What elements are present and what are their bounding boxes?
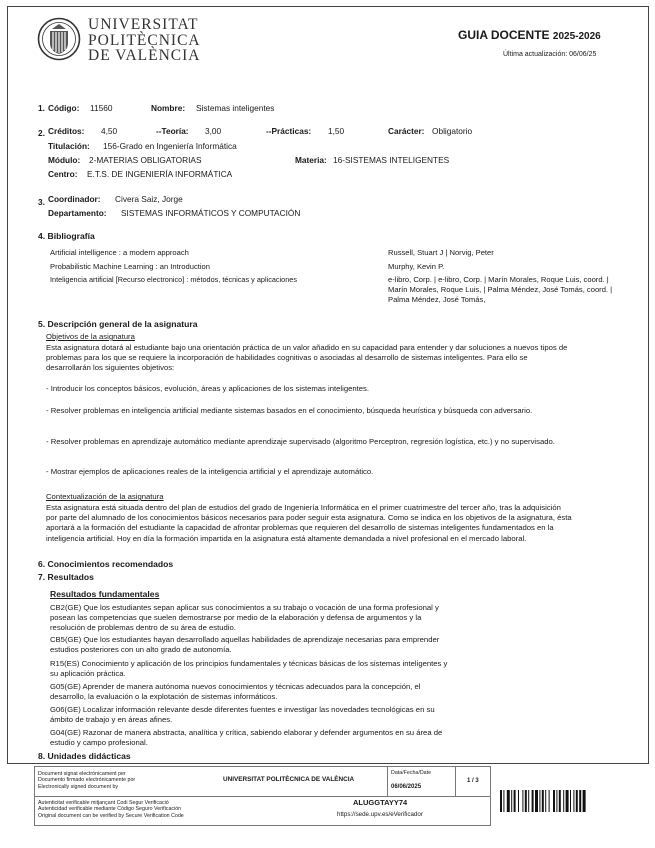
footer-date-label: Data/Fecha/Date — [391, 770, 432, 776]
signature-notes — [38, 771, 208, 790]
resultado-item: G05(GE) Aprender de manera autónoma nuevos conocimientos y técnicas adecuados para la concepción, el desarrollo, la evaluación o la explotación de sistemas informáticos. — [50, 682, 421, 702]
departamento-label: Departamento: — [48, 208, 107, 218]
verification-note: Autenticitat verificable mitjançant Codi Segur Verificació — [38, 800, 169, 806]
barcode-bar — [579, 790, 581, 812]
resultados-subheading: Resultados fundamentales — [50, 589, 160, 599]
barcode-bar — [539, 790, 540, 812]
university-line: DE VALÈNCIA — [88, 47, 201, 64]
footer-vdivider — [387, 767, 388, 796]
practicas-label: --Prácticas: — [266, 126, 312, 136]
barcode-bar — [559, 790, 561, 812]
creditos-label: Créditos: — [48, 126, 85, 136]
s1-number: 1. — [38, 103, 45, 113]
conocimientos-heading: 6. Conocimientos recomendados — [38, 559, 174, 569]
barcode-bar — [549, 790, 550, 812]
barcode-bar — [556, 790, 557, 812]
caracter-value: Obligatorio — [432, 126, 473, 136]
barcode-bar — [525, 790, 527, 812]
barcode-bar — [503, 790, 504, 812]
materia-value: 16-SISTEMAS INTELIGENTES — [333, 155, 450, 165]
teoria-value: 3,00 — [205, 126, 222, 136]
description-heading: 5. Descripción general de la asignatura — [38, 319, 198, 329]
centro-label: Centro: — [48, 169, 78, 179]
barcode-bar — [514, 790, 516, 812]
titulacion-value: 156-Grado en Ingeniería Informática — [103, 141, 237, 151]
unidades-heading: 8. Unidades didácticas — [38, 751, 131, 761]
university-logo — [37, 17, 81, 61]
barcode-bar — [553, 790, 555, 812]
barcode-bar — [532, 790, 534, 812]
resultado-item: CB2(GE) Que los estudiantes sepan aplicar sus conocimientos a su trabajo o vocación de una forma profesional y posean las competencias que suelen demostrarse por medio de la elaboración y defensa de argumentos y la resolución de problemas dentro de su área de estudio. — [50, 603, 439, 633]
footer-vdivider — [455, 767, 456, 796]
objetivo-item: - Mostrar ejemplos de aplicaciones reales de la inteligencia artificial y el aprendizaje automático. — [46, 467, 374, 476]
university-name — [88, 17, 201, 64]
footer-org: UNIVERSITAT POLITÈCNICA DE VALÈNCIA — [223, 776, 355, 783]
barcode-bar — [545, 790, 546, 812]
s3-number: 3. — [38, 197, 45, 207]
barcode-bar — [500, 790, 502, 812]
modulo-label: Módulo: — [48, 155, 81, 165]
bib-author: e-libro, Corp. | e-libro, Corp. | Marín Morales, Roque Luis, coord. | Marín Morales, Roque Luis, | Palma Méndez, José Tomás, coord. | Palma Méndez, José Tomás, — [388, 275, 613, 305]
resultado-item: R15(ES) Conocimiento y aplicación de los principios fundamentales y técnicas básicas de los sistemas inteligentes y su aplicación práctica. — [50, 659, 448, 679]
doc-title: GUIA DOCENTE — [458, 28, 550, 42]
centro-value: E.T.S. DE INGENIERÍA INFORMÁTICA — [87, 169, 233, 179]
barcode-bar — [522, 790, 523, 812]
barcode-bar — [566, 790, 569, 812]
bib-author: Murphy, Kevin P. — [388, 262, 445, 271]
verification-notes — [38, 800, 228, 819]
verification-code: ALUGGTAYY74 — [353, 798, 408, 807]
coordinador-value: Civera Saiz, Jorge — [115, 194, 183, 204]
bib-title: Inteligencia artificial [Recurso electronico] : métodos, técnicas y aplicaciones — [50, 275, 297, 284]
teoria-label: --Teoría: — [156, 126, 189, 136]
barcode-bar — [528, 790, 529, 812]
barcode-bar — [511, 790, 512, 812]
verification-note: Autenticidad verificable mediante Código Seguro Verificación — [38, 806, 182, 813]
contexto-text: Esta asignatura está situada dentro del plan de estudios del grado de Ingeniería Informática en el primer cuatrimestre del tercer año, tras la adquisición por parte del alumnado de los conocimientos básicos necesarios para poder seguir esta asignatura. Como se indica en los objetivos de la asignatura, ésta aportará a la formación del estudiante la capacidad de afrontar problemas que requieren del desarrollo de sistemas inteligentes fundamentados en la inteligencia artificial. Hoy en día la formación impartida en la asignatura está altamente demandada a nivel profesional en el mercado laboral. — [46, 503, 572, 543]
barcode-bar — [570, 790, 571, 812]
barcode-bar — [507, 790, 510, 812]
caracter-label: Carácter: — [388, 126, 425, 136]
barcode-bar — [535, 790, 538, 812]
university-line: UNIVERSITAT — [88, 16, 199, 33]
verification-url: https://sede.upv.es/eVerificador — [337, 811, 423, 818]
academic-year: 2025-2026 — [552, 31, 601, 42]
footer-date: 06/06/2025 — [391, 784, 422, 790]
bib-author: Russell, Stuart J | Norvig, Peter — [388, 248, 494, 257]
s2-number: 2. — [38, 128, 45, 138]
university-line: POLITÈCNICA — [88, 31, 201, 49]
objetivos-intro: Esta asignatura dotará al estudiante bajo una orientación práctica de un valor añadido en su capacidad para entender y dar soluciones a nuevos tipos de problemas para los que se requiere la incorporación de habilidades cognitivas o asociadas al desarrollo de sistemas inteligentes. Para ello se desarrollarán los siguientes objetivos: — [46, 343, 568, 373]
last-update: Última actualización: 06/06/25 — [503, 51, 597, 58]
doc-title-block — [458, 28, 601, 42]
barcode-bar — [563, 790, 564, 812]
resultado-item: CB5(GE) Que los estudiantes hayan desarrollado aquellas habilidades de aprendizaje necesarias para emprender estudios posteriores con un alto grado de autonomía. — [50, 635, 440, 655]
objetivo-item: - Resolver problemas en inteligencia artificial mediante sistemas basados en el conocimiento, búsqueda heurística y búsqueda con adversario. — [46, 406, 533, 415]
barcode-bar — [576, 790, 578, 812]
resultado-item: G04(GE) Razonar de manera abstracta, analítica y crítica, sabiendo elaborar y defender argumentos en su área de estudio y campo profesional. — [50, 728, 443, 748]
objetivo-item: - Introducir los conceptos básicos, evolución, áreas y aplicaciones de los sistemas inteligentes. — [46, 384, 370, 393]
titulacion-label: Titulación: — [48, 141, 90, 151]
objetivo-item: - Resolver problemas en aprendizaje automático mediante aprendizaje supervisado (algoritmo Perceptron, regresión logística, etc.) y no supervisado. — [46, 437, 555, 446]
barcode-bar — [573, 790, 574, 812]
codigo-label: Código: — [48, 103, 80, 113]
nombre-label: Nombre: — [151, 103, 186, 113]
departamento-value: SISTEMAS INFORMÁTICOS Y COMPUTACIÓN — [121, 208, 301, 218]
materia-label: Materia: — [295, 155, 327, 165]
coordinador-label: Coordinador: — [48, 194, 101, 204]
bib-title: Artificial intelligence : a modern approach — [50, 248, 189, 257]
footer-page: 1 / 3 — [467, 778, 479, 784]
modulo-value: 2-MATERIAS OBLIGATORIAS — [89, 155, 202, 165]
barcode — [500, 790, 618, 812]
bibliography-heading: 4. Bibliografía — [38, 231, 95, 241]
barcode-bar — [542, 790, 544, 812]
barcode-bar — [583, 790, 586, 812]
footer-hdivider — [35, 796, 490, 797]
resultados-heading: 7. Resultados — [38, 572, 94, 582]
nombre-value: Sistemas inteligentes — [196, 103, 275, 113]
barcode-bar — [518, 790, 519, 812]
verification-note: Original document can be verified by Secure Verification Code — [38, 812, 184, 819]
objetivos-subheading: Objetivos de la asignatura — [46, 332, 135, 341]
signature-note: Electronically signed document by — [38, 783, 119, 790]
bib-title: Probabilistic Machine Learning : an Introduction — [50, 262, 210, 271]
contexto-subheading: Contextualización de la asignatura — [46, 492, 164, 501]
creditos-value: 4,50 — [101, 126, 118, 136]
signature-note: Documento firmado electrónicamente por — [38, 777, 136, 784]
resultado-item: G06(GE) Localizar información relevante desde diferentes fuentes e investigar las novedades tecnológicas en su ámbito de trabajo y en áreas afines. — [50, 705, 435, 725]
footer-signature-box — [34, 766, 491, 826]
university-seal-icon — [37, 17, 81, 61]
signature-note: Document signat electrònicament per — [38, 771, 126, 777]
practicas-value: 1,50 — [328, 126, 345, 136]
codigo-value: 11560 — [90, 103, 113, 113]
